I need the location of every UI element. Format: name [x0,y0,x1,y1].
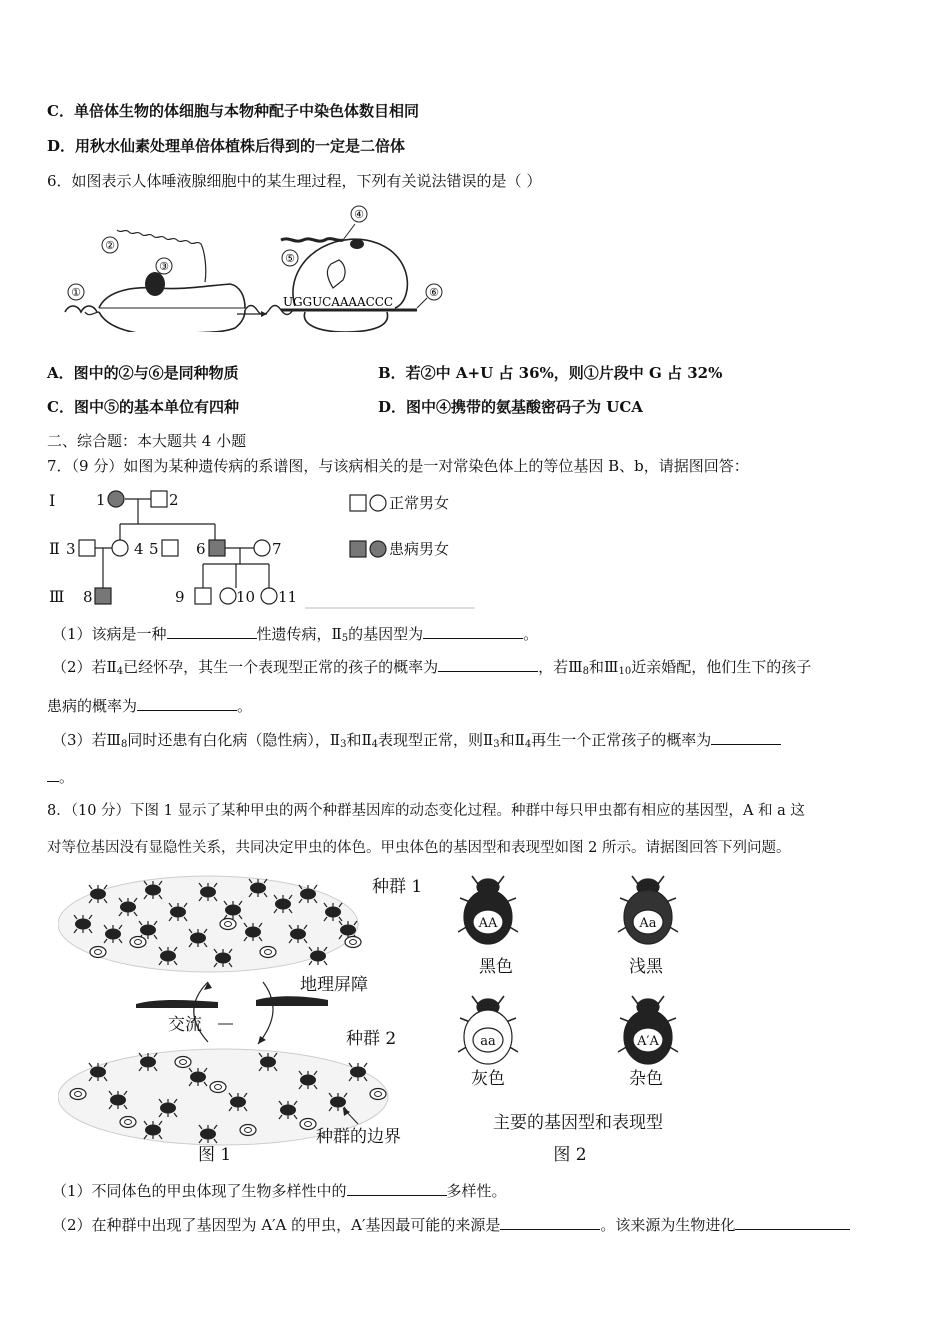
individual-10: 10 [236,588,256,606]
q8-part2: （2）在种群中出现了基因型为 A′A 的甲虫，A′基因最可能的来源是 。该来源为生物进化 [52,1215,850,1235]
q8-part1: （1）不同体色的甲虫体现了生物多样性中的 多样性。 [52,1182,507,1200]
figure-2-caption: 图 2 [553,1145,587,1165]
answer-blank[interactable] [137,696,237,711]
legend-affected: 患病男女 [389,540,450,558]
individual-8: 8 [83,588,93,606]
legend-normal: 正常男女 [389,494,450,512]
figure-1-populations [58,872,440,1168]
pedigree-chart [45,484,485,614]
individual-9: 9 [175,588,185,606]
answer-blank[interactable] [47,767,59,782]
label-6: ⑥ [429,286,439,299]
genotype-aa-hetero: Aa [639,916,657,931]
figure-2-genotypes [458,872,708,1168]
figure-2-title: 主要的基因型和表现型 [493,1113,663,1133]
q6-option-d: D．图中④携带的氨基酸密码子为 UCA [378,398,643,416]
q6-option-b: B．若②中 A+U 占 36%，则①片段中 G 占 32% [378,364,723,382]
pop2-label: 种群 2 [346,1029,397,1049]
answer-blank[interactable] [438,657,538,672]
q7-part2-line2: 患病的概率为 。 [47,697,253,715]
genotype-aa-lower: aa [480,1034,496,1049]
answer-blank[interactable] [423,624,523,639]
individual-7: 7 [272,540,282,558]
q7-stem: 7．（9 分）如图为某种遗传病的系谱图，与该病相关的是一对常染色体上的等位基因 B、b，请据图回答： [47,457,749,475]
label-3: ③ [159,260,169,273]
gen-label-3: Ⅲ [49,587,65,606]
q8-stem-line1: 8．（10 分）下图 1 显示了某种甲虫的两个种群基因库的动态变化过程。种群中每只甲虫都有相应的基因型，A 和 a 这 [47,803,805,819]
barrier-label: 地理屏障 [300,975,368,995]
label-1: ① [71,286,81,299]
q7-part3-line2: 。 [47,767,74,787]
individual-3: 3 [66,540,76,558]
phenotype-mottled: 杂色 [629,1069,663,1089]
q6-stem: 6．如图表示人体唾液腺细胞中的某生理过程，下列有关说法错误的是（ ） [47,172,542,190]
gen-label-1: Ⅰ [49,491,56,510]
individual-1: 1 [96,491,106,509]
exchange-label: 交流 [168,1015,202,1035]
individual-6: 6 [196,540,206,558]
section-heading: 二、综合题：本大题共 4 小题 [47,432,247,450]
label-2: ② [105,239,115,252]
answer-blank[interactable] [735,1215,850,1230]
answer-blank[interactable] [347,1181,447,1196]
phenotype-gray: 灰色 [471,1069,505,1089]
q5-option-d: D．用秋水仙素处理单倍体植株后得到的一定是二倍体 [47,137,406,155]
q7-part1: （1）该病是一种 性遗传病，$Ⅱ_5$的基因型为 。 [52,625,539,644]
transcription-translation-figure [55,200,455,332]
answer-blank[interactable] [167,624,257,639]
label-5: ⑤ [285,252,295,265]
individual-2: 2 [169,491,179,509]
q8-stem-line2: 对等位基因没有显隐性关系，共同决定甲虫的体色。甲虫体色的基因型和表现型如图 2 所示。请据图回答下列问题。 [47,840,791,856]
answer-blank[interactable] [711,730,781,745]
phenotype-light-black: 浅黑 [629,957,663,977]
genotype-aa-upper: AA [478,916,498,931]
boundary-label: 种群的边界 [316,1127,401,1147]
figure-1-caption: 图 1 [198,1145,232,1165]
q7-part3-line1: （3）若$Ⅲ_8$同时还患有白化病（隐性病），$Ⅱ_3$和$Ⅱ_4$表现型正常，则$Ⅱ_3$和$Ⅱ_4$再生一个正常孩子的概率为 [52,730,781,755]
q5-option-c: C．单倍体生物的体细胞与本物种配子中染色体数目相同 [47,102,419,120]
individual-11: 11 [278,588,298,606]
individual-5: 5 [149,540,159,558]
mrna-sequence: UGGUCAAAACCC [283,295,393,309]
genotype-a-prime: A′A [637,1034,659,1049]
q6-option-c: C．图中⑤的基本单位有四种 [47,398,239,416]
q6-option-a: A．图中的②与⑥是同种物质 [47,364,239,382]
pop1-label: 种群 1 [372,877,423,897]
q7-part2-line1: （2）若$Ⅱ_4$已经怀孕，其生一个表现型正常的孩子的概率为 ，若$Ⅲ_8$和$Ⅲ_{10}$近亲婚配，他们生下的孩子 [52,658,812,677]
phenotype-black: 黑色 [479,957,513,977]
answer-blank[interactable] [500,1215,600,1230]
individual-4: 4 [134,540,144,558]
label-4: ④ [354,208,364,221]
gen-label-2: Ⅱ [49,539,60,558]
